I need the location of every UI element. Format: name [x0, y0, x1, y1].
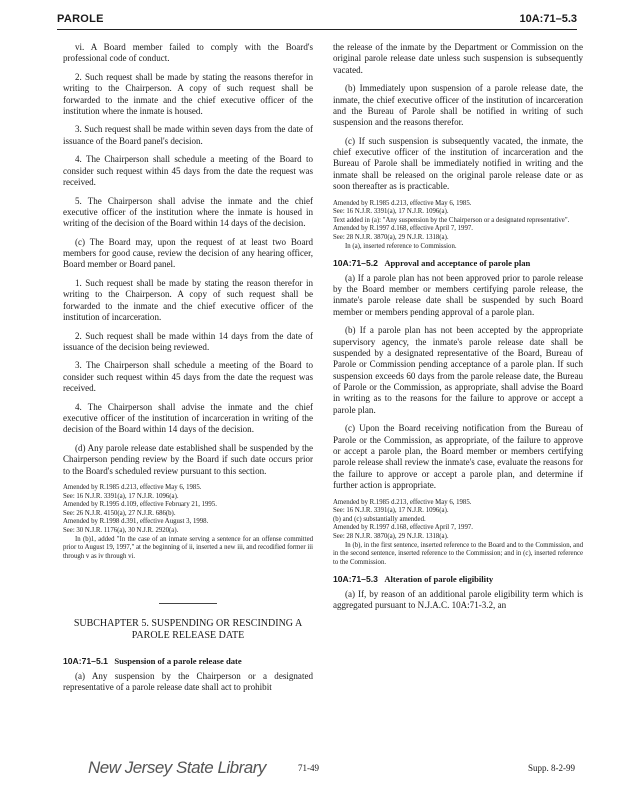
history-line: Amended by R.1997 d.168, effective April 7, 1997.	[333, 225, 473, 233]
history-line: See: 16 N.J.R. 3391(a), 17 N.J.R. 1096(a).	[333, 507, 449, 515]
history-line: See: 30 N.J.R. 1176(a), 30 N.J.R. 2920(a).	[63, 527, 179, 535]
section-title: Approval and acceptance of parole plan	[384, 258, 531, 269]
paragraph-c1: 1. Such request shall be made by stating the reason therefor in writing to the Chairperson. A copy of such request shall be forwarded to the inmate and the chief executive officer of the institution of incarceration.	[63, 277, 313, 322]
history-line: Text added in (a): "Any suspension by the Chairperson or a designated representative".	[333, 216, 570, 224]
paragraph-item-vi: vi. A Board member failed to comply with the Board's professional code of conduct.	[63, 42, 313, 64]
paragraph-b4: 4. The Chairperson shall schedule a meeting of the Board to consider such request within 45 days from the date the request was received.	[63, 154, 313, 187]
paragraph-c3: 3. The Chairperson shall schedule a meeting of the Board to consider such request within 45 days from the date the request was received.	[63, 360, 313, 394]
paragraph-b3: 3. Such request shall be made within seven days from the date of issuance of the Board panel's decision.	[63, 124, 313, 146]
history-line: See: 16 N.J.R. 3391(a), 17 N.J.R. 1096(a).	[333, 208, 449, 216]
paragraph-5-2-c: (c) Upon the Board receiving notification from the Bureau of Parole or the Commission, as appropriate, of the failure to approve or accept a parole plan, the Board member or members certifying parole release shall review the inmate's case, evaluate the reasons for the failure to approve or accept a parole plan, and determine if further action is appropriate.	[333, 423, 583, 490]
section-title: Suspension of a parole release date	[114, 656, 242, 667]
section-number: 10A:71–5.3	[333, 574, 378, 585]
history-line: Amended by R.1995 d.109, effective February 21, 1995.	[63, 501, 217, 509]
history-line: See: 26 N.J.R. 4150(a), 27 N.J.R. 686(b).	[63, 509, 176, 517]
paragraph-5-1-a: (a) Any suspension by the Chairperson or a designated representative of a parole release date shall act to prohibit	[63, 670, 313, 693]
right-column	[333, 42, 583, 612]
header-title: PAROLE	[57, 13, 104, 25]
left-column	[63, 42, 313, 693]
history-line: In (a), inserted reference to Commission.	[345, 242, 457, 250]
history-line: Amended by R.1997 d.168, effective April 7, 1997.	[333, 524, 473, 532]
section-heading-5-2	[333, 258, 583, 269]
divider-rule	[159, 603, 217, 604]
section-number: 10A:71–5.1	[63, 656, 108, 667]
history-note-5-2	[333, 499, 583, 568]
paragraph-c: (c) The Board may, upon the request of at least two Board members for good cause, review the decision of any hearing officer, Board member or Board panel.	[63, 236, 313, 270]
history-line: (b) and (c) substantially amended.	[333, 515, 426, 523]
page-footer	[0, 758, 618, 788]
paragraph-5-3-a: (a) If, by reason of an additional parole eligibility term which is aggregated pursuant to N.J.A.C. 10A:71-3.2, an	[333, 588, 583, 611]
history-line: See: 28 N.J.R. 3870(a), 29 N.J.R. 1318(a).	[333, 234, 449, 242]
header-section-number: 10A:71–5.3	[519, 13, 577, 25]
section-number: 10A:71–5.2	[333, 258, 378, 269]
history-note-5-1	[333, 200, 583, 252]
page-number: 71-49	[298, 763, 319, 773]
paragraph-b2: 2. Such request shall be made by stating the reasons therefor in writing to the Chairperson. A copy of such request shall be forwarded to the inmate and the chief executive officer of the institution where the inmate is housed.	[63, 71, 313, 116]
paragraph-d: (d) Any parole release date established shall be suspended by the Chairperson pending review by the Board if such date occurs prior to the Board's scheduled review pursuant to this section.	[63, 442, 313, 476]
history-line: See: 16 N.J.R. 3391(a), 17 N.J.R. 1096(a).	[63, 492, 179, 500]
paragraph-c4: 4. The Chairperson shall advise the inmate and the chief executive officer of the institution of incarceration in writing of the decision of the Board within 14 days of the decision.	[63, 401, 313, 435]
section-heading-5-3	[333, 574, 583, 585]
history-line: Amended by R.1985 d.213, effective May 6, 1985.	[333, 498, 472, 506]
section-heading-5-1	[63, 656, 313, 667]
history-line: Amended by R.1998 d.391, effective August 3, 1998.	[63, 518, 209, 526]
supplement-date: Supp. 8-2-99	[528, 763, 575, 773]
history-line: See: 28 N.J.R. 3870(a), 29 N.J.R. 1318(a).	[333, 532, 449, 540]
library-stamp: New Jersey State Library	[88, 758, 266, 777]
history-line: Amended by R.1985 d.213, effective May 6, 1985.	[333, 199, 472, 207]
history-note-left	[63, 484, 313, 561]
subchapter-heading: SUBCHAPTER 5. SUSPENDING OR RESCINDING A PAROLE RELEASE DATE	[73, 618, 303, 642]
paragraph-5-1-b: (b) Immediately upon suspension of a parole release date, the inmate, the chief executive officer of the institution of incarceration and the Bureau of Parole shall be notified in writing of such suspension and the reasons therefor.	[333, 83, 583, 128]
paragraph-5-1-c: (c) If such suspension is subsequently vacated, the inmate, the chief executive officer of the institution of incarceration and the Bureau of Parole shall be immediately notified in writing and the inmate shall be released on the original parole release date or as soon thereafter as is practicable.	[333, 135, 583, 192]
history-line: Amended by R.1985 d.213, effective May 6, 1985.	[63, 484, 202, 492]
section-title: Alteration of parole eligibility	[384, 574, 494, 585]
running-header	[57, 11, 577, 30]
history-line: In (b), in the first sentence, inserted reference to the Board and to the Commission, and in the second sentence, inserted reference to the Commission; and in (c), inserted reference to the Commission.	[333, 541, 583, 566]
paragraph-continuation: the release of the inmate by the Department or Commission on the original parole release date unless such suspension is subsequently vacated.	[333, 42, 583, 75]
paragraph-5-2-a: (a) If a parole plan has not been approved prior to parole release by the Board member or members certifying parole release, the inmate's parole release date shall be suspended by such Board member or members pending approval of a parole plan.	[333, 272, 583, 317]
paragraph-5-2-b: (b) If a parole plan has not been accepted by the appropriate supervisory agency, the inmate's parole release date shall be suspended by a designated representative of the Board, Bureau of Parole or Commission pending acceptance of a parole plan. If such suspension exceeds 60 days from the parole release date, the Bureau of Parole or the Commission, as appropriate, shall advise the Board in writing as to the reasons for the failure to approve or accept a parole plan.	[333, 325, 583, 415]
paragraph-b5: 5. The Chairperson shall advise the inmate and the chief executive officer of the institution where the inmate is housed in writing of the decision of the Board within 14 days of the decision.	[63, 195, 313, 229]
paragraph-c2: 2. Such request shall be made within 14 days from the date of issuance of the decision being reviewed.	[63, 330, 313, 352]
history-line: In (b)1, added "In the case of an inmate serving a sentence for an offense committed prior to August 19, 1997," at the beginning of ii, inserted a new iii, and recodified former iii through v as iv through vi.	[63, 535, 313, 560]
